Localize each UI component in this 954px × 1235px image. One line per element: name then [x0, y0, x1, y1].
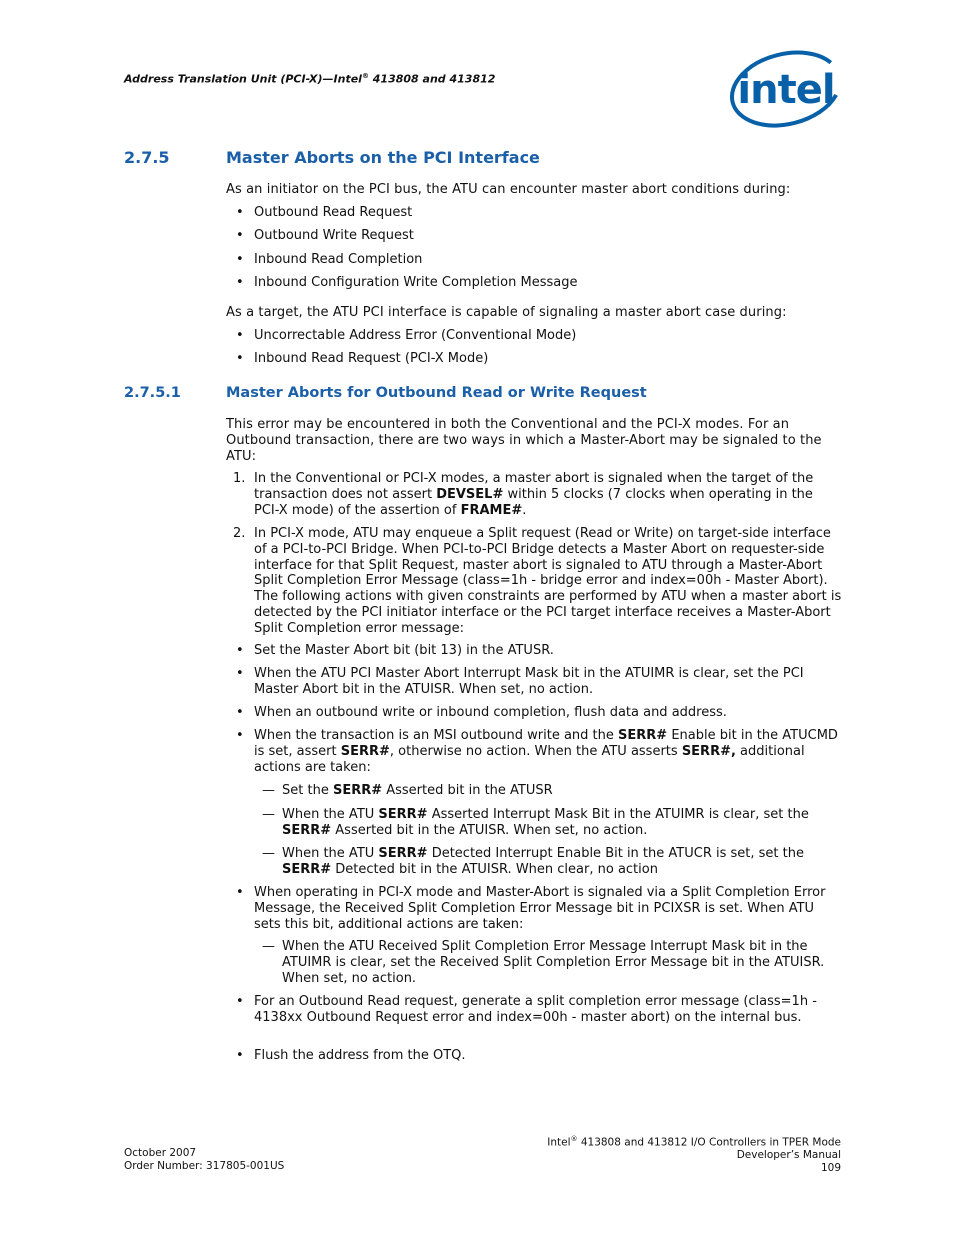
text-run: Detected Interrupt Enable Bit in the ATUCR is set, set the [427, 846, 804, 861]
signal-name: SERR# [282, 822, 332, 838]
signal-name: SERR# [378, 807, 428, 822]
list-item-text: For an Outbound Read request, generate a split completion error message (class=1h - 4138xx Outbound Request error and index=00h - master abort) on the internal bus. [254, 994, 817, 1025]
sub-list-item-text: When the ATU Received Split Completion Error Message Interrupt Mask bit in the ATUIMR is clear, set the Received Split Completion Error Message bit in the ATUISR. When set, no action. [282, 939, 825, 986]
section-title: Master Aborts on the PCI Interface [226, 148, 540, 167]
list-item-text: Uncorrectable Address Error (Conventional Mode) [254, 328, 577, 343]
registered-mark: ® [361, 72, 369, 80]
bullet: • [236, 643, 244, 658]
bullet: • [236, 275, 244, 290]
text-run: When the ATU [282, 846, 379, 861]
list-item-text: Outbound Read Request [254, 205, 413, 220]
item-number: 1. [233, 471, 246, 486]
sub-list-item-text [282, 807, 842, 839]
footer-doc-title-suffix: 413808 and 413812 I/O Controllers in TPER Mode [577, 1136, 841, 1149]
signal-name: DEVSEL# [436, 486, 504, 502]
intel-logo-wordmark: intel [737, 67, 835, 113]
footer-doc-title-text: Intel [547, 1136, 571, 1149]
section-title: Master Aborts for Outbound Read or Write Request [226, 385, 647, 401]
signal-name: SERR# [618, 728, 668, 743]
running-header [124, 72, 495, 86]
text-run: within 5 clocks (7 clocks when operating in the PCI-X mode) of the assertion of [254, 486, 813, 518]
bullet: • [236, 885, 244, 900]
signal-name: SERR#, [681, 743, 736, 759]
signal-name: SERR# [340, 743, 390, 759]
paragraph-initiator: As an initiator on the PCI bus, the ATU can encounter master abort conditions during: [226, 182, 791, 197]
text-run: Asserted bit in the ATUISR. When set, no action. [331, 822, 648, 838]
bullet: • [236, 728, 244, 743]
bullet: • [236, 994, 244, 1009]
text-run: Enable bit in the ATUCMD is set, assert [254, 728, 838, 759]
bullet: • [236, 205, 244, 220]
section-number: 2.7.5.1 [124, 385, 181, 401]
text-run: Asserted Interrupt Mask Bit in the ATUIMR is clear, set the [427, 807, 809, 822]
bullet: • [236, 351, 244, 366]
page-number: 109 [820, 1161, 841, 1174]
registered-mark: ® [570, 1135, 578, 1143]
list-item-text: Flush the address from the OTQ. [254, 1048, 466, 1063]
footer-left [124, 1147, 284, 1172]
signal-name: SERR# [282, 861, 332, 877]
signal-name: SERR# [332, 783, 383, 798]
list-item-text: Set the Master Abort bit (bit 13) in the ATUSR. [254, 643, 554, 658]
text-run: Set the [282, 783, 333, 798]
text-run: When the transaction is an MSI outbound write and the [254, 728, 619, 743]
footer-order-number: Order Number: 317805-001US [124, 1159, 285, 1172]
bullet: • [236, 1048, 244, 1063]
text-run: additional actions are taken: [254, 743, 805, 775]
list-item-text: When the ATU PCI Master Abort Interrupt Mask bit in the ATUIMR is clear, set the PCI Master Abort bit in the ATUISR. When set, no action. [254, 666, 804, 697]
bullet: • [236, 328, 244, 343]
list-item-text: Outbound Write Request [254, 228, 414, 243]
list-item-text: Inbound Configuration Write Completion Message [254, 275, 578, 290]
list-item-text [254, 728, 842, 775]
bullet: • [236, 666, 244, 681]
footer-doc-title [547, 1133, 841, 1149]
list-item-text: When operating in PCI-X mode and Master-Abort is signaled via a Split Completion Error Message, the Received Split Completion Error Message bit in PCIXSR is set. When ATU sets this bit, additional actions are taken: [254, 885, 826, 932]
dash: — [262, 846, 275, 861]
text-run: When the ATU [282, 807, 379, 822]
paragraph-target: As a target, the ATU PCI interface is capable of signaling a master abort case during: [226, 305, 787, 320]
paragraph-intro: This error may be encountered in both the Conventional and the PCI-X modes. For an Outbound transaction, there are two ways in which a Master-Abort may be signaled to the ATU: [226, 417, 822, 464]
signal-name: SERR# [378, 846, 428, 861]
list-item-text: When an outbound write or inbound completion, flush data and address. [254, 705, 727, 720]
item-number: 2. [233, 526, 246, 541]
footer-doc-type: Developer’s Manual [736, 1149, 841, 1161]
bullet: • [236, 228, 244, 243]
numbered-item-text [254, 471, 842, 518]
text-run: Asserted bit in the ATUSR [382, 783, 553, 798]
section-number: 2.7.5 [124, 148, 170, 167]
numbered-item-text: In PCI-X mode, ATU may enqueue a Split request (Read or Write) on target-side interface of a PCI-to-PCI Bridge. When PCI-to-PCI Bridge detects a Master Abort on requester-side interface for that Split Request, master abort is signaled to ATU through a Master-Abort Split Completion Error Message (class=1h - bridge error and index=00h - Master Abort). The following actions with given constraints are performed by ATU when a master abort is detected by the PCI initiator interface or the PCI target interface receives a Master-Abort Split Completion error message: [254, 526, 842, 636]
bullet: • [236, 252, 244, 267]
text-run: . [522, 502, 527, 518]
sub-list-item-text [282, 783, 842, 799]
bullet: • [236, 705, 244, 720]
list-item-text: Inbound Read Completion [254, 252, 423, 267]
signal-name: FRAME# [460, 502, 523, 518]
list-item-text: Inbound Read Request (PCI-X Mode) [254, 351, 489, 366]
running-header-text-suffix: 413808 and 413812 [368, 72, 496, 86]
footer-date: October 2007 [124, 1147, 197, 1159]
dash: — [262, 783, 275, 798]
running-header-text: Address Translation Unit (PCI-X)—Intel [124, 72, 362, 86]
footer-right [547, 1133, 841, 1174]
text-run: , otherwise no action. When the ATU asserts [389, 743, 682, 759]
dash: — [262, 939, 275, 954]
dash: — [262, 807, 275, 822]
text-run: In the Conventional or PCI-X modes, a master abort is signaled when the target of the transaction does not assert [254, 471, 814, 502]
sub-list-item-text [282, 846, 842, 878]
intel-logo [726, 48, 844, 130]
text-run: Detected bit in the ATUISR. When clear, no action [331, 861, 658, 877]
